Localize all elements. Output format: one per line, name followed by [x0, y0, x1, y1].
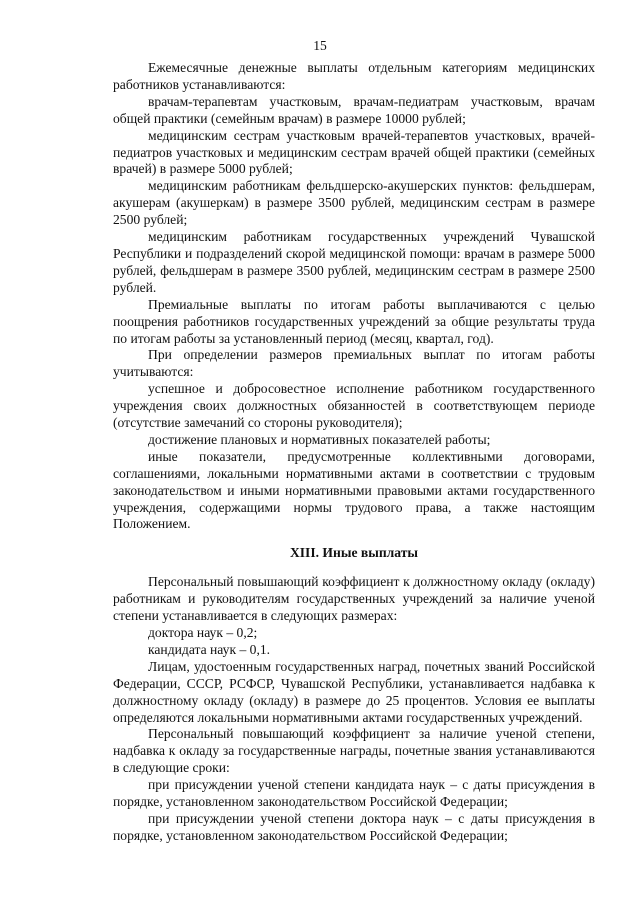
paragraph: Лицам, удостоенным государственных наград, почетных званий Российской Федерации, СССР, РСФСР, Чувашской Республики, устанавливается надбавка к должностному окладу (окладу) в размере до 25 процентов. Условия ее выплаты определяются локальными нормативными актами государственных учреждений. [113, 658, 595, 725]
paragraph: При определении размеров премиальных выплат по итогам работы учитываются: [113, 347, 595, 380]
paragraph: иные показатели, предусмотренные коллективными договорами, соглашениями, локальными нормативными актами в соответствии с трудовым законодательством и иными нормативными правовыми актами государственного учреждения, содержащими нормы трудового права, а также настоящим Положением. [113, 448, 595, 532]
page-number: 15 [313, 38, 327, 53]
section-heading: XIII. Иные выплаты [289, 545, 419, 561]
paragraph: успешное и добросовестное исполнение работником государственного учреждения своих должностных обязанностей в соответствующем периоде (отсутствие замечаний со стороны руководителя); [113, 381, 595, 431]
paragraph: Персональный повышающий коэффициент к должностному окладу (окладу) работникам и руководителям государственных учреждений за наличие ученой степени устанавливается в следующих размерах: [113, 574, 595, 624]
paragraph: медицинским работникам государственных учреждений Чувашской Республики и подразделений скорой медицинской помощи: врачам в размере 5000 рублей, фельдшерам в размере 3500 рублей, медицинским сестрам в размере 2500 рублей. [113, 229, 595, 295]
paragraph: медицинским работникам фельдшерско-акушерских пунктов: фельдшерам, акушерам (акушеркам) в размере 3500 рублей, медицинским сестрам в размере 2500 рублей; [113, 178, 595, 228]
paragraph: кандидата наук – 0,1. [148, 641, 271, 657]
paragraph: Премиальные выплаты по итогам работы выплачиваются с целью поощрения работников государственных учреждений за общие результаты труда по итогам работы за установленный период (месяц, квартал, год). [113, 296, 595, 346]
paragraph: Персональный повышающий коэффициент за наличие ученой степени, надбавка к окладу за государственные награды, почетные звания устанавливаются в следующие сроки: [113, 726, 595, 776]
paragraph: доктора наук – 0,2; [148, 625, 258, 640]
document-body [113, 60, 595, 845]
paragraph: врачам-терапевтам участковым, врачам-педиатрам участковым, врачам общей практики (семейным врачам) в размере 10000 рублей; [113, 93, 595, 126]
paragraph: достижение плановых и нормативных показателей работы; [148, 431, 491, 447]
paragraph: при присуждении ученой степени кандидата наук – с даты присуждения в порядке, установленном законодательством Российской Федерации; [113, 777, 595, 810]
paragraph: медицинским сестрам участковым врачей-терапевтов участковых, врачей-педиатров участковых и медицинским сестрам врачей общей практики (семейных врачей) в размере 5000 рублей; [113, 127, 595, 177]
paragraph: при присуждении ученой степени доктора наук – с даты присуждения в порядке, установленном законодательством Российской Федерации; [113, 810, 595, 843]
paragraph: Ежемесячные денежные выплаты отдельным категориям медицинских работников устанавливаются: [113, 60, 595, 92]
